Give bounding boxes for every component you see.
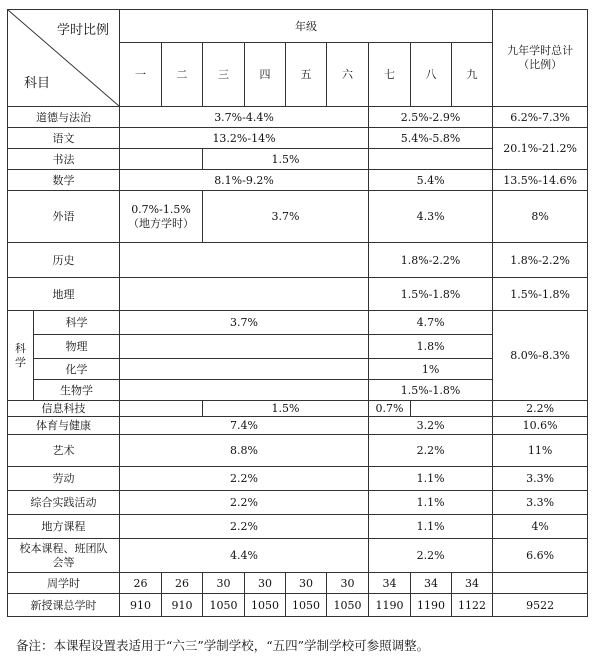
row-dili (8, 278, 588, 311)
hours-g9: 1122 (452, 594, 493, 617)
kexue-total: 8.0%-8.3% (493, 311, 588, 401)
shufa-value: 1.5% (203, 149, 369, 170)
difang-middle: 1.1% (369, 515, 493, 539)
weekly-g7: 34 (369, 573, 411, 594)
hours-g5: 1050 (286, 594, 327, 617)
lishi-total: 1.8%-2.2% (493, 243, 588, 278)
hours-g4: 1050 (245, 594, 286, 617)
weekly-g3: 30 (203, 573, 245, 594)
corner-top-label: 学时比例 (56, 23, 109, 38)
hours-g3: 1050 (203, 594, 245, 617)
grade-3-header: 三 (203, 43, 245, 107)
weekly-g5: 30 (286, 573, 327, 594)
grade-group-header: 年级 (120, 10, 493, 43)
subject-yuwen: 语文 (8, 128, 120, 149)
yishu-primary: 8.8% (120, 435, 369, 467)
hours-g7: 1190 (369, 594, 411, 617)
tiyu-primary: 7.4% (120, 417, 369, 435)
laodong-total: 3.3% (493, 467, 588, 491)
subject-yishu: 艺术 (8, 435, 120, 467)
huaxue-middle: 1% (369, 359, 493, 380)
subject-waiyu: 外语 (8, 191, 120, 243)
row-kexue (8, 311, 588, 335)
row-total-hours (8, 594, 588, 617)
label-weekly: 周学时 (8, 573, 120, 594)
weekly-total-empty (493, 573, 588, 594)
subject-kexue: 科学 (34, 311, 120, 335)
yuwen-middle: 5.4%-5.8% (369, 128, 493, 149)
kexue-middle: 4.7% (369, 311, 493, 335)
shuxue-middle: 5.4% (369, 170, 493, 191)
grade-2-header: 二 (162, 43, 203, 107)
wuli-middle: 1.8% (369, 335, 493, 359)
shufa-empty-middle (369, 149, 493, 170)
dili-empty-primary (120, 278, 369, 311)
hours-g8: 1190 (411, 594, 452, 617)
yuwen-shufa-total: 20.1%-21.2% (493, 128, 588, 170)
shuxue-primary: 8.1%-9.2% (120, 170, 369, 191)
lishi-middle: 1.8%-2.2% (369, 243, 493, 278)
xiaoben-primary: 4.4% (120, 539, 369, 573)
subject-lishi: 历史 (8, 243, 120, 278)
shufa-empty-g12 (120, 149, 203, 170)
grade-4-header: 四 (245, 43, 286, 107)
wuli-empty-primary (120, 335, 369, 359)
corner-bottom-label: 科目 (24, 76, 51, 91)
hours-g6: 1050 (327, 594, 369, 617)
weekly-g2: 26 (162, 573, 203, 594)
laodong-primary: 2.2% (120, 467, 369, 491)
hours-g2: 910 (162, 594, 203, 617)
lishi-empty-primary (120, 243, 369, 278)
curriculum-table (7, 9, 588, 617)
daode-middle: 2.5%-2.9% (369, 107, 493, 128)
kexue-primary: 3.7% (120, 311, 369, 335)
subject-shengwu: 生物学 (34, 380, 120, 401)
subject-tiyu: 体育与健康 (8, 417, 120, 435)
xiaoben-middle: 2.2% (369, 539, 493, 573)
grade-1-header: 一 (120, 43, 162, 107)
row-laodong (8, 467, 588, 491)
grade-8-header: 八 (411, 43, 452, 107)
difang-total: 4% (493, 515, 588, 539)
grade-7-header: 七 (369, 43, 411, 107)
subject-xinxi: 信息科技 (8, 401, 120, 417)
subject-dili: 地理 (8, 278, 120, 311)
tiyu-total: 10.6% (493, 417, 588, 435)
weekly-g4: 30 (245, 573, 286, 594)
difang-primary: 2.2% (120, 515, 369, 539)
zonghe-total: 3.3% (493, 491, 588, 515)
row-tiyu (8, 417, 588, 435)
row-difang (8, 515, 588, 539)
shengwu-middle: 1.5%-1.8% (369, 380, 493, 401)
huaxue-empty-primary (120, 359, 369, 380)
footnote: 备注：本课程设置表适用于“六三”学制学校，“五四”学制学校可参照调整。 (16, 638, 430, 653)
zonghe-middle: 1.1% (369, 491, 493, 515)
subject-laodong: 劳动 (8, 467, 120, 491)
row-xinxi (8, 401, 588, 417)
subject-shufa: 书法 (8, 149, 120, 170)
shuxue-total: 13.5%-14.6% (493, 170, 588, 191)
total-header: 九年学时总计（比例） (493, 10, 588, 107)
header-row-1 (8, 10, 588, 43)
subject-zonghe: 综合实践活动 (8, 491, 120, 515)
waiyu-total: 8% (493, 191, 588, 243)
dili-middle: 1.5%-1.8% (369, 278, 493, 311)
daode-total: 6.2%-7.3% (493, 107, 588, 128)
hours-g1: 910 (120, 594, 162, 617)
corner-cell (8, 10, 120, 107)
subject-difang: 地方课程 (8, 515, 120, 539)
weekly-g1: 26 (120, 573, 162, 594)
xinxi-value: 1.5% (203, 401, 369, 417)
row-zonghe (8, 491, 588, 515)
xinxi-g7: 0.7% (369, 401, 411, 417)
waiyu-middle: 4.3% (369, 191, 493, 243)
yuwen-primary: 13.2%-14% (120, 128, 369, 149)
subject-shuxue: 数学 (8, 170, 120, 191)
daode-primary: 3.7%-4.4% (120, 107, 369, 128)
subject-daode: 道德与法治 (8, 107, 120, 128)
yishu-middle: 2.2% (369, 435, 493, 467)
row-weekly (8, 573, 588, 594)
grade-5-header: 五 (286, 43, 327, 107)
row-daode (8, 107, 588, 128)
subject-xiaoben: 校本课程、班团队会等 (8, 539, 120, 573)
row-lishi (8, 243, 588, 278)
waiyu-g12: 0.7%-1.5%（地方学时） (120, 191, 203, 243)
xiaoben-total: 6.6% (493, 539, 588, 573)
hours-total: 9522 (493, 594, 588, 617)
tiyu-middle: 3.2% (369, 417, 493, 435)
xinxi-empty-g12 (120, 401, 203, 417)
waiyu-g36: 3.7% (203, 191, 369, 243)
yishu-total: 11% (493, 435, 588, 467)
weekly-g8: 34 (411, 573, 452, 594)
subject-wuli: 物理 (34, 335, 120, 359)
subject-huaxue: 化学 (34, 359, 120, 380)
row-yishu (8, 435, 588, 467)
row-xiaoben (8, 539, 588, 573)
weekly-g6: 30 (327, 573, 369, 594)
xinxi-empty-g89 (411, 401, 493, 417)
row-yuwen (8, 128, 588, 149)
laodong-middle: 1.1% (369, 467, 493, 491)
weekly-g9: 34 (452, 573, 493, 594)
curriculum-document (7, 9, 587, 617)
row-waiyu (8, 191, 588, 243)
xinxi-total: 2.2% (493, 401, 588, 417)
shengwu-empty-primary (120, 380, 369, 401)
grade-9-header: 九 (452, 43, 493, 107)
label-total-hours: 新授课总学时 (8, 594, 120, 617)
zonghe-primary: 2.2% (120, 491, 369, 515)
row-shuxue (8, 170, 588, 191)
kexue-group-label: 科学 (8, 311, 34, 401)
dili-total: 1.5%-1.8% (493, 278, 588, 311)
grade-6-header: 六 (327, 43, 369, 107)
